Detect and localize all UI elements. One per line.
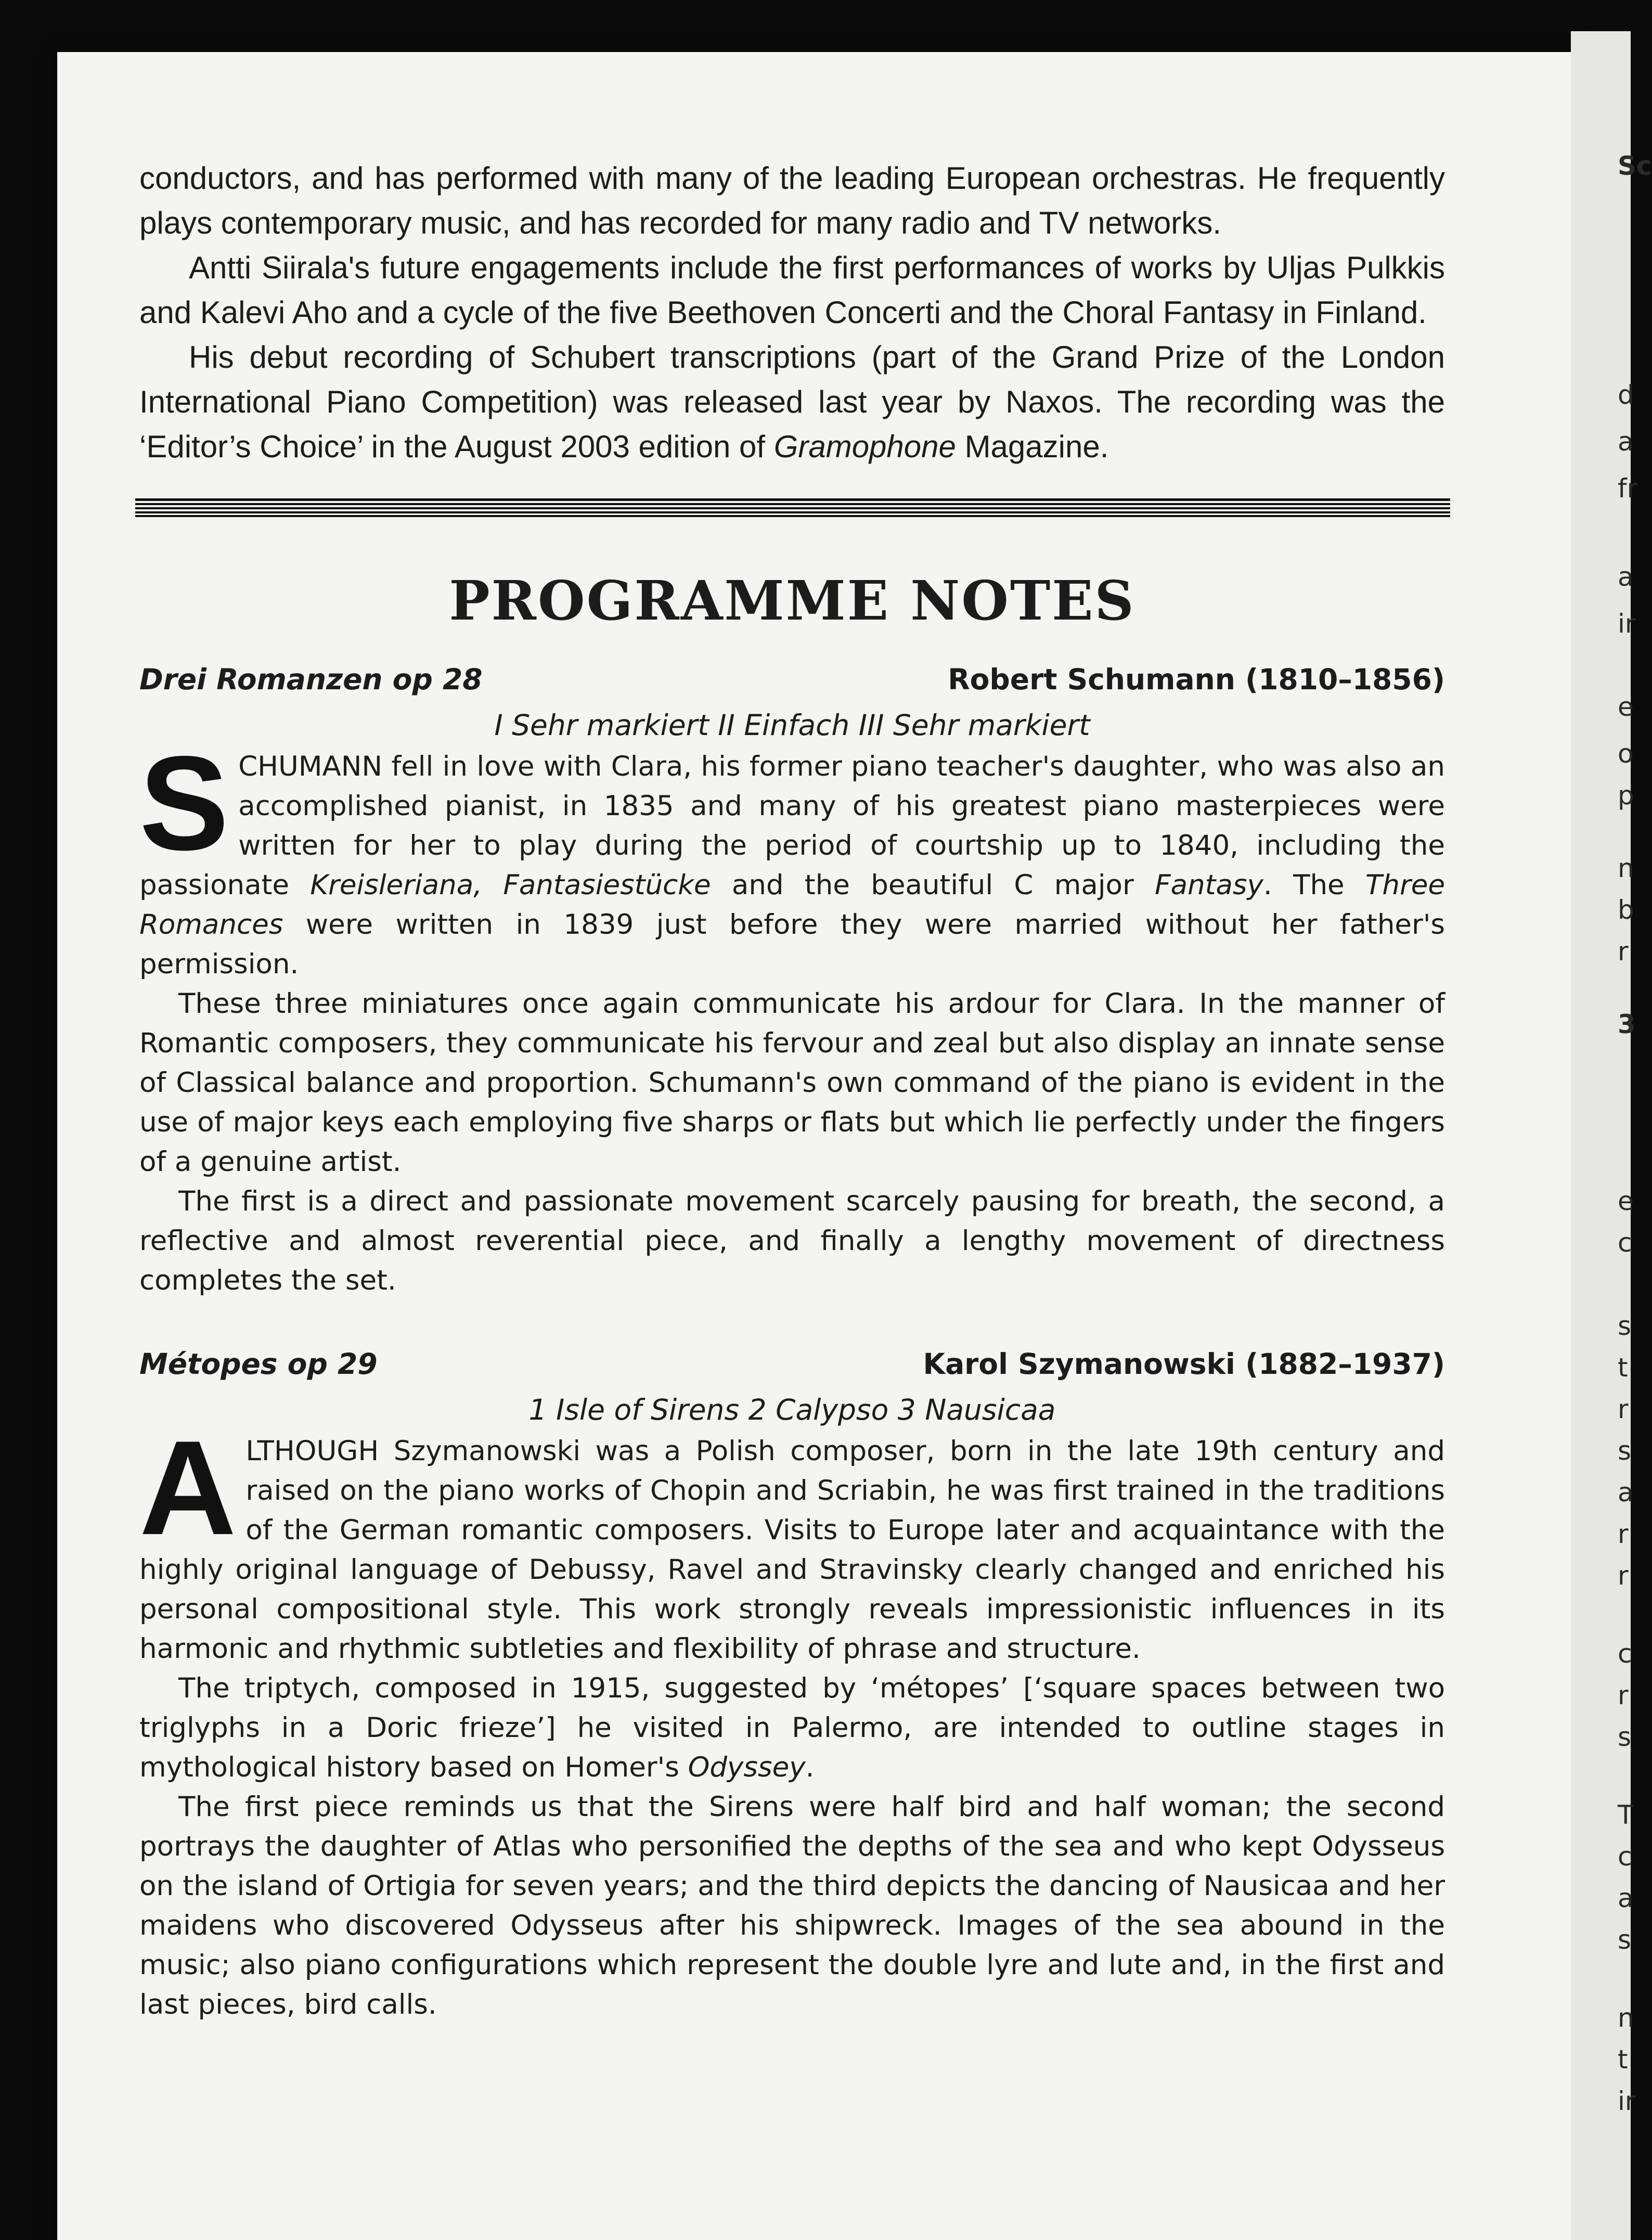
page-content [139, 156, 1445, 2025]
work-reference: Fantasy [1155, 869, 1263, 901]
biography-continuation [139, 156, 1445, 469]
adjacent-text-fragment: s [1618, 1722, 1632, 1752]
adjacent-text-fragment: s [1618, 1925, 1632, 1955]
work-header [139, 658, 1445, 701]
composer-name: Karol Szymanowski (1882–1937) [923, 1347, 1445, 1381]
adjacent-text-fragment: p [1618, 780, 1634, 810]
adjacent-text-fragment: c [1618, 1842, 1632, 1872]
text-run: . [805, 1752, 815, 1783]
text-run: . The [1263, 869, 1365, 901]
text-run: were written in 1839 just before they were married without her father's permission. [139, 909, 1445, 980]
note-paragraph [139, 728, 1445, 984]
text-run: CHUMANN fell in love with Clara, his former piano teacher's daughter, who was also an accomplished pianist, in 1835 and many of his greatest piano masterpieces were written for her to play during the period of courtship up to 1840, including the passionate [139, 751, 1445, 901]
movement-list: 1 Isle of Sirens 2 Calypso 3 Nausicaa [528, 1393, 1056, 1426]
adjacent-text-fragment: r [1618, 1519, 1629, 1549]
adjacent-text-fragment: t [1618, 2044, 1628, 2075]
adjacent-page-edge [1571, 31, 1652, 2240]
note-paragraph: These three miniatures once again communicate his ardour for Clara. In the manner of Romantic composers, they communicate his fervour and zeal but also display an innate sense of Classical balance and proportion. Schumann's own command of the piano is evident in the use of major keys each employing five sharps or flats but which lie perfectly under the fingers of a genuine artist. [139, 988, 1445, 1178]
work-reference: Kreisleriana, Fantasiestücke [310, 869, 711, 901]
work-title: Métopes op 29 [139, 1347, 378, 1381]
work-header [139, 1342, 1445, 1386]
adjacent-text-fragment: r [1618, 1394, 1629, 1424]
adjacent-text-fragment: s [1618, 1436, 1632, 1466]
drop-cap: A [139, 1412, 237, 1563]
adjacent-text-fragment: b [1618, 895, 1634, 925]
adjacent-text-fragment: T [1618, 1800, 1634, 1830]
adjacent-text-fragment: ir [1618, 609, 1636, 639]
adjacent-text-fragment: t [1618, 1353, 1628, 1383]
magazine-title: Gramophone [773, 429, 956, 464]
text-run: Magazine. [956, 429, 1109, 464]
note-paragraph [139, 1412, 1445, 1669]
section-heading: PROGRAMME NOTES [449, 569, 1135, 633]
adjacent-text-fragment: c [1618, 1228, 1632, 1258]
text-run: and the beautiful C major [711, 869, 1155, 901]
adjacent-text-fragment: a [1618, 1883, 1634, 1913]
adjacent-text-fragment: a [1618, 562, 1634, 592]
adjacent-text-fragment: a [1618, 427, 1634, 457]
adjacent-text-fragment: Sc [1618, 151, 1652, 181]
adjacent-text-fragment: n [1618, 853, 1634, 883]
work-title: Drei Romanzen op 28 [139, 663, 483, 696]
work-entry-szymanowski [139, 1342, 1445, 2025]
note-paragraph: The first is a direct and passionate movement scarcely pausing for breath, the second, a reflective and almost reverential piece, and finally a lengthy movement of directness completes the set. [139, 1186, 1445, 1296]
text-run: His debut recording of Schubert transcriptions (part of the Grand Prize of the London International Piano Competition) was released last year by Naxos. The recording was the ‘Editor’s Choice’ in the August 2003 edition of [139, 340, 1445, 464]
bio-paragraph: conductors, and has performed with many of the leading European orchestras. He frequently plays contemporary music, and has recorded for many radio and TV networks. [139, 161, 1445, 240]
bio-paragraph: Antti Siirala's future engagements include the first performances of works by Uljas Pulkkis and Kalevi Aho and a cycle of the five Beethoven Concerti and the Choral Fantasy in Finland. [139, 250, 1445, 330]
work-reference: Odyssey [688, 1752, 806, 1783]
adjacent-text-fragment: n [1618, 2003, 1634, 2033]
adjacent-text-fragment: e [1618, 1186, 1634, 1216]
adjacent-text-fragment: r [1618, 936, 1629, 967]
work-entry-schumann [139, 658, 1445, 1301]
bio-paragraph [139, 335, 1445, 469]
programme-note [139, 1412, 1445, 2025]
adjacent-text-fragment: e [1618, 692, 1634, 722]
adjacent-text-fragment: s [1618, 1311, 1632, 1341]
adjacent-text-fragment: 3 [1618, 1009, 1636, 1039]
drop-cap: S [139, 728, 229, 878]
adjacent-text-fragment: c [1618, 1639, 1632, 1669]
note-paragraph [139, 1669, 1445, 1787]
adjacent-text-fragment: ir [1618, 2086, 1636, 2116]
adjacent-text-fragment: d [1618, 380, 1634, 410]
work-reference: Three Romances [139, 869, 1445, 941]
composer-name: Robert Schumann (1810–1856) [948, 663, 1445, 696]
adjacent-text-fragment: o [1618, 739, 1634, 769]
section-divider [135, 498, 1450, 517]
movement-list: I Sehr markiert II Einfach III Sehr markiert [494, 709, 1090, 742]
note-paragraph: The first piece reminds us that the Sirens were half bird and half woman; the second portrays the daughter of Atlas who personified the depths of the sea and who kept Odysseus on the island of Ortigia for seven years; and the third depicts the dancing of Nausicaa and her maidens who discovered Odysseus after his shipwreck. Images of the sea abound in the music; also piano configurations which represent the double lyre and lute and, in the first and last pieces, bird calls. [139, 1791, 1445, 2020]
adjacent-text-fragment: r [1618, 1561, 1629, 1591]
adjacent-text-fragment: r [1618, 1680, 1629, 1710]
text-run: LTHOUGH Szymanowski was a Polish composer, born in the late 19th century and raised on the piano works of Chopin and Scriabin, he was first trained in the traditions of the German romantic composers. Visits to Europe later and acquaintance with the highly original language of Debussy, Ravel and Stravinsky clearly changed and enriched his personal compositional style. This work strongly reveals impressionistic influences in its harmonic and rhythmic subtleties and flexibility of phrase and structure. [139, 1435, 1445, 1665]
adjacent-text-fragment: a [1618, 1477, 1634, 1508]
text-run: The triptych, composed in 1915, suggested by ‘métopes’ [‘square spaces between two triglyphs in a Doric frieze’] he visited in Palermo, are intended to outline stages in mythological history based on Homer's [139, 1672, 1445, 1783]
adjacent-text-fragment: fr [1618, 473, 1638, 504]
programme-note [139, 728, 1445, 1301]
